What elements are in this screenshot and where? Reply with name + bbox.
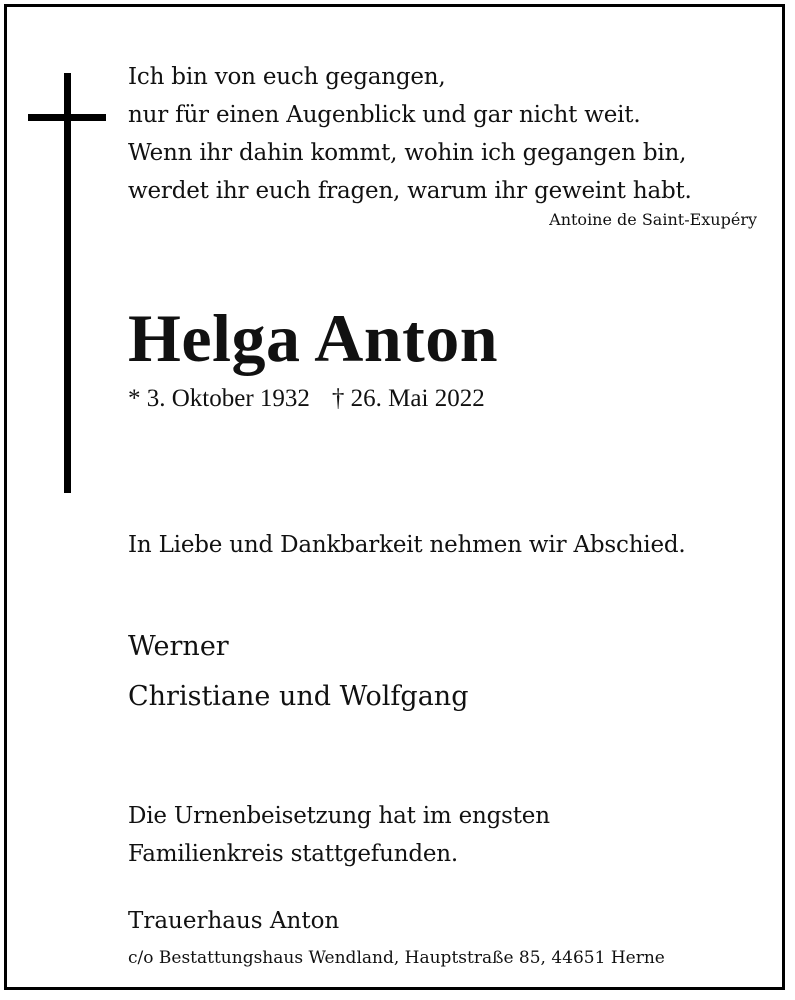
death-date: † 26. Mai 2022 (331, 385, 485, 412)
poem-line: werdet ihr euch fragen, warum ihr geweint habt. (128, 178, 692, 204)
life-dates (128, 383, 485, 415)
mourners-list (128, 622, 468, 722)
mourner-name: Werner (128, 631, 229, 662)
burial-note-line: Die Urnenbeisetzung hat im engsten (128, 803, 550, 829)
poem-quote (128, 58, 692, 210)
deceased-name: Helga Anton (128, 300, 499, 376)
poem-line: Ich bin von euch gegangen, (128, 64, 446, 90)
poem-line: nur für einen Augenblick und gar nicht weit. (128, 102, 641, 128)
cross-horizontal-bar (28, 114, 106, 121)
cross-vertical-bar (64, 73, 71, 493)
burial-note (128, 797, 550, 873)
poem-author: Antoine de Saint-Exupéry (549, 210, 757, 229)
poem-line: Wenn ihr dahin kommt, wohin ich gegangen bin, (128, 140, 687, 166)
burial-note-line: Familienkreis stattgefunden. (128, 841, 459, 867)
farewell-text: In Liebe und Dankbarkeit nehmen wir Abschied. (128, 532, 686, 558)
mourning-house-address: c/o Bestattungshaus Wendland, Hauptstraße 85, 44651 Herne (128, 948, 665, 968)
birth-date: * 3. Oktober 1932 (128, 385, 310, 412)
mourning-house-name: Trauerhaus Anton (128, 908, 340, 934)
mourner-name: Christiane und Wolfgang (128, 681, 469, 712)
